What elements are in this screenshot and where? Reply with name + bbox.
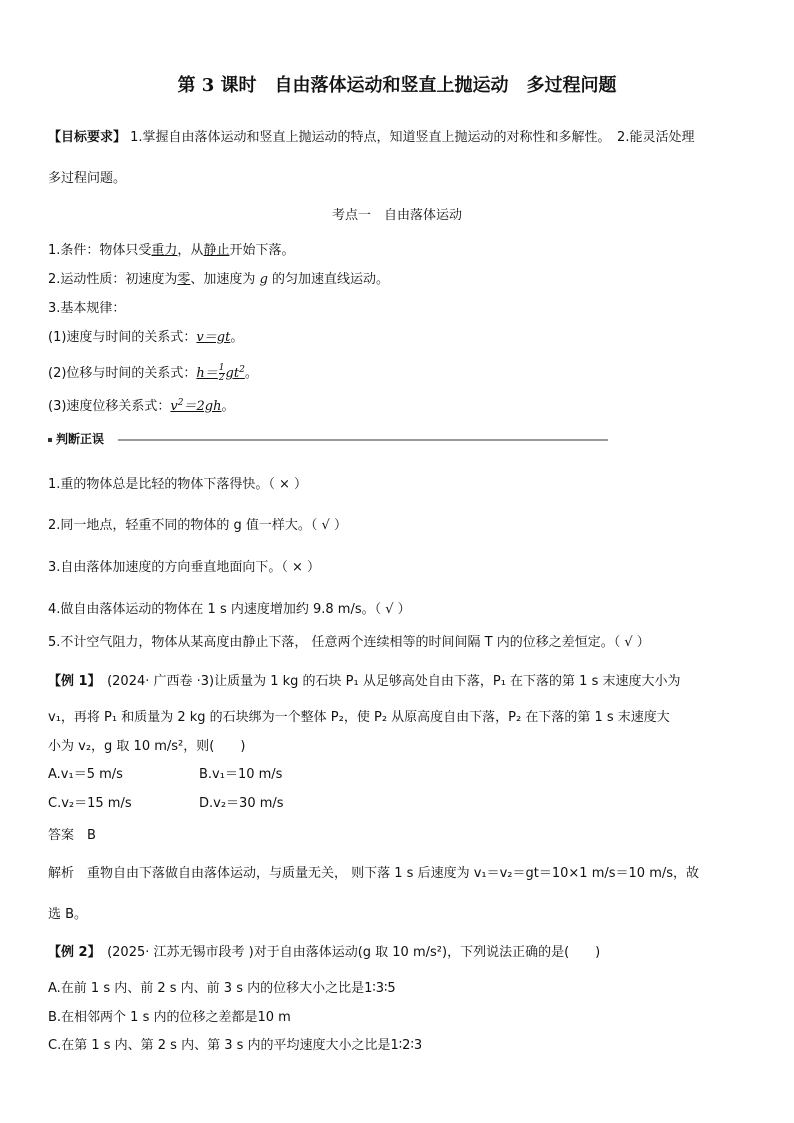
objective-label: 【目标要求】: [48, 130, 127, 145]
judge-heading: [48, 430, 104, 448]
objective-line-2: 多过程问题。: [48, 171, 127, 186]
velocity-formula: v＝gt: [196, 330, 231, 345]
example-1-line-3: 小为 v₂，g 取 10 m/s²，则( ): [48, 739, 246, 754]
point-3c-end: 。: [221, 399, 235, 414]
formula-exponent: 2: [239, 365, 245, 375]
point-2-g: g: [259, 272, 268, 287]
square-bullet-icon: [48, 438, 52, 442]
section-title: 考点一 自由落体运动: [331, 208, 462, 223]
point-2-text-mid: 、加速度为: [190, 272, 260, 287]
judge-title: 判断正误: [56, 432, 105, 446]
example-1-label: 【例 1】: [48, 674, 95, 689]
judge-item-2: 2.同一地点，轻重不同的物体的 g 值一样大。（ √ ）: [48, 518, 347, 533]
example-2-label: 【例 2】: [48, 945, 95, 960]
objective-text-1: 1.掌握自由落体运动和竖直上抛运动的特点，知道竖直上抛运动的对称性和多解性。 2.能灵活处理: [126, 130, 695, 145]
point-3c: [48, 394, 235, 416]
velocity-displacement-formula: [170, 399, 221, 414]
point-2-text: 2.运动性质：初速度为: [48, 272, 178, 287]
formula-gt: gt: [225, 366, 240, 381]
fraction-numerator: 1: [218, 363, 225, 373]
example-2-option-c: C.在第 1 s 内、第 2 s 内、第 3 s 内的平均速度大小之比是1∶2∶3: [48, 1038, 423, 1053]
formula-rest: ＝2gh: [183, 399, 222, 414]
point-2: [48, 271, 389, 289]
page-title: 第 3 课时 自由落体运动和竖直上抛运动 多过程问题: [177, 75, 617, 96]
section-divider: [118, 439, 608, 441]
point-3c-text: (3)速度位移关系式：: [48, 399, 171, 414]
point-1-text: 1.条件：物体只受: [48, 243, 152, 258]
displacement-formula: [196, 363, 245, 383]
point-3b: [48, 361, 258, 383]
judge-item-1: 1.重的物体总是比轻的物体下落得快。（ × ）: [48, 477, 308, 492]
point-2-text-end: 的匀加速直线运动。: [267, 272, 390, 287]
example-2-option-a: A.在前 1 s 内、前 2 s 内、前 3 s 内的位移大小之比是1∶3∶5: [48, 981, 396, 996]
point-3a-text: (1)速度与时间的关系式：: [48, 330, 197, 345]
example-1-analysis-2: 选 B。: [48, 907, 88, 922]
point-3: 3.基本规律：: [48, 301, 126, 316]
point-1-text-mid: ，从: [177, 243, 204, 258]
example-1-option-c: C.v₂＝15 m/s: [48, 796, 132, 811]
judge-item-5: 5.不计空气阻力，物体从某高度由静止下落， 任意两个连续相等的时间间隔 T 内的位移之差恒定。（ √ ）: [48, 635, 650, 650]
point-3b-text: (2)位移与时间的关系式：: [48, 366, 197, 381]
example-1-text-1: (2024· 广西卷 ·3)让质量为 1 kg 的石块 P₁ 从足够高处自由下落，P₁ 在下落的第 1 s 末速度大小为: [94, 674, 681, 689]
point-3a-end: 。: [230, 330, 244, 345]
example-1-option-a: A.v₁＝5 m/s: [48, 767, 123, 782]
example-2-option-b: B.在相邻两个 1 s 内的位移之差都是10 m: [48, 1010, 291, 1025]
point-3a: [48, 329, 243, 347]
fraction-denominator: 2: [218, 373, 225, 383]
example-1-line-1: [48, 673, 681, 691]
example-1-option-b: B.v₁＝10 m/s: [199, 767, 283, 782]
example-2-line-1: [48, 944, 600, 962]
example-1-line-2: v₁，再将 P₁ 和质量为 2 kg 的石块绑为一个整体 P₂，使 P₂ 从原高度自由下落，P₂ 在下落的第 1 s 末速度大: [48, 710, 670, 725]
point-3b-end: 。: [244, 366, 258, 381]
point-1-text-end: 开始下落。: [229, 243, 295, 258]
example-1-analysis-1: 解析 重物自由下落做自由落体运动，与质量无关， 则下落 1 s 后速度为 v₁＝v₂＝gt＝10×1 m/s＝10 m/s，故: [48, 866, 700, 881]
point-2-blank: 零: [177, 272, 191, 287]
objective-line-1: [48, 129, 694, 147]
formula-v: v: [170, 399, 178, 414]
judge-item-4: 4.做自由落体运动的物体在 1 s 内速度增加约 9.8 m/s。（ √ ）: [48, 602, 411, 617]
example-1-option-d: D.v₂＝30 m/s: [199, 796, 284, 811]
formula-h: h＝: [196, 366, 218, 381]
example-1-answer: 答案 B: [48, 828, 96, 843]
point-1-blank-2: 静止: [203, 243, 230, 258]
point-1: [48, 242, 294, 260]
point-1-blank-1: 重力: [151, 243, 178, 258]
example-2-text-1: (2025· 江苏无锡市段考 )对于自由落体运动(g 取 10 m/s²)，下列说法正确的是( ): [94, 945, 601, 960]
judge-item-3: 3.自由落体加速度的方向垂直地面向下。（ × ）: [48, 560, 321, 575]
formula-v-exponent: 2: [177, 398, 184, 408]
fraction-half: [219, 364, 225, 383]
